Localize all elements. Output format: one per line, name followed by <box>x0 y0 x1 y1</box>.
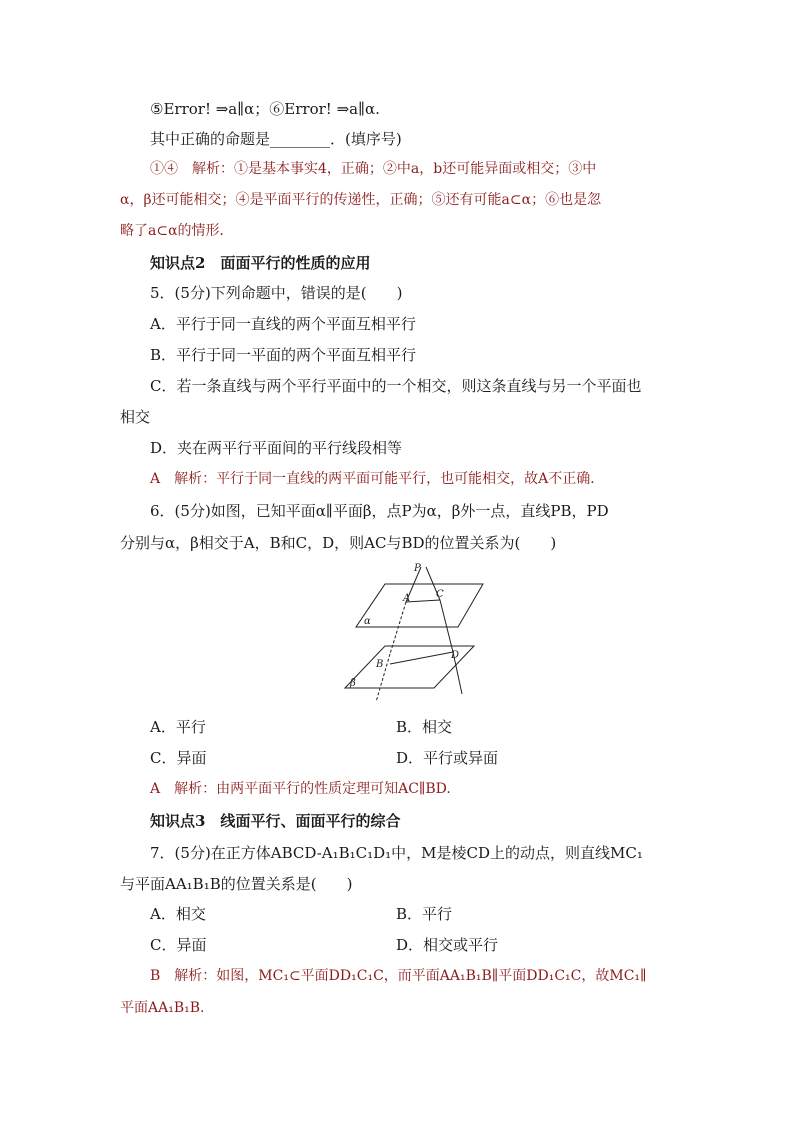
question-7-option-c: C．异面 <box>150 936 207 954</box>
question-6-option-a: A．平行 <box>150 718 206 736</box>
label-alpha: α <box>364 616 371 627</box>
label-beta: β <box>350 678 356 689</box>
segment-bd <box>390 652 453 664</box>
question-5-option-b: B．平行于同一平面的两个平面互相平行 <box>150 346 417 364</box>
question-6-line-1: 6．(5分)如图，已知平面α∥平面β，点P为α，β外一点，直线PB，PD <box>150 502 609 520</box>
question-7-line-2: 与平面AA₁B₁B的位置关系是( ) <box>120 875 353 893</box>
question-5-option-d: D．夹在两平行平面间的平行线段相等 <box>150 439 403 457</box>
question-5-option-c-line-1: C．若一条直线与两个平行平面中的一个相交，则这条直线与另一个平面也 <box>150 377 642 395</box>
question-6-line-2: 分别与α，β相交于A，B和C，D，则AC与BD的位置关系为( ) <box>120 534 557 552</box>
proposition-5-6: ⑤Error! ⇒a∥α；⑥Error! ⇒a∥α. <box>150 100 380 118</box>
segment-ac <box>406 600 440 602</box>
answer-4-line-1: ①④ 解析：①是基本事实4，正确；②中a，b还可能异面或相交；③中 <box>150 161 597 177</box>
label-b: B <box>376 659 384 670</box>
question-7-option-b: B．平行 <box>396 905 453 923</box>
plane-alpha <box>356 584 483 627</box>
section-heading-2: 知识点2 面面平行的性质的应用 <box>150 254 371 272</box>
question-6-option-d: D．平行或异面 <box>396 749 499 767</box>
question-6-option-c: C．异面 <box>150 749 207 767</box>
answer-4-line-3: 略了a⊂α的情形． <box>120 223 234 239</box>
question-6-option-b: B．相交 <box>396 718 453 736</box>
line-cd-segment <box>440 600 453 652</box>
answer-4-line-2: α，β还可能相交；④是平面平行的传递性，正确；⑤还有可能a⊂α；⑥也是忽 <box>120 192 602 208</box>
parallel-planes-figure <box>340 562 490 704</box>
answer-5: A 解析：平行于同一直线的两平面可能平行，也可能相交，故A不正确． <box>150 471 605 487</box>
question-7-option-a: A．相交 <box>150 905 206 923</box>
answer-6: A 解析：由两平面平行的性质定理可知AC∥BD. <box>150 781 451 797</box>
answer-7-line-1: B 解析：如图，MC₁⊂平面DD₁C₁C，而平面AA₁B₁B∥平面DD₁C₁C，故MC₁∥ <box>150 968 647 984</box>
question-7-line-1: 7．(5分)在正方体ABCD-A₁B₁C₁D₁中，M是棱CD上的动点，则直线MC₁ <box>150 844 643 862</box>
question-5: 5．(5分)下列命题中，错误的是( ) <box>150 284 403 302</box>
fill-blank-question: 其中正确的命题是________．(填序号) <box>150 130 402 148</box>
answer-7-line-2: 平面AA₁B₁B. <box>120 1000 205 1016</box>
label-p: P <box>414 563 421 574</box>
section-heading-3: 知识点3 线面平行、面面平行的综合 <box>150 812 401 830</box>
question-7-option-d: D．相交或平行 <box>396 936 499 954</box>
question-5-option-a: A．平行于同一直线的两个平面互相平行 <box>150 315 416 333</box>
label-c: C <box>436 589 444 600</box>
label-d: D <box>451 650 460 661</box>
question-5-option-c-line-2: 相交 <box>120 408 151 426</box>
label-a: A <box>403 593 411 604</box>
